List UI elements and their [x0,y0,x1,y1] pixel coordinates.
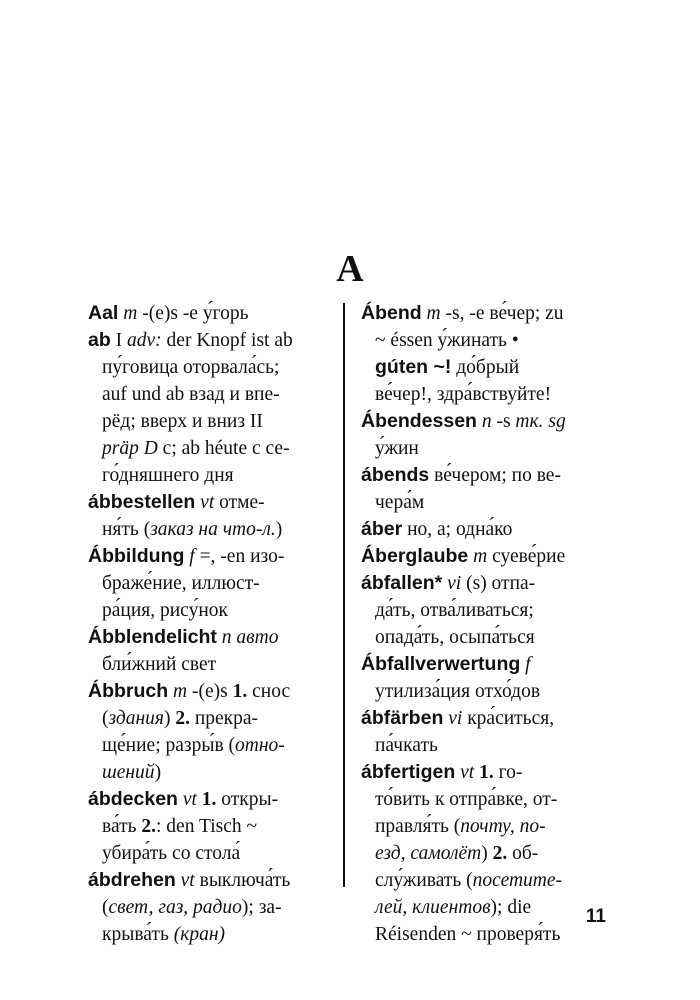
entry-line [361,867,606,894]
entry-text: ) [275,519,283,540]
italic-note: vi [448,708,463,729]
column-divider [343,303,345,887]
entry-text: го- [493,762,523,783]
entry-text: ( [102,897,109,918]
entry-text: -s, -e ве́чер; zu [440,303,564,324]
entry-text: : den Tisch ~ [156,816,258,837]
italic-note: vt [460,762,475,783]
italic-note: заказ на что-л. [150,519,276,540]
section-letter: A [336,248,364,290]
italic-note: n [481,411,492,432]
entry-text: го́дняшнего дня [102,465,234,486]
entry-line [361,408,606,435]
entry-text: ве́чер!, здра́вствуйте! [375,384,552,405]
entry-text: ( [102,708,109,729]
entry-line [361,678,606,705]
entry-text: кра́ситься, [462,708,555,729]
entry-text: ); за- [241,897,282,918]
entry-line [88,759,333,786]
italic-note: шений [102,762,155,783]
headword: Ábbildung [88,545,185,567]
entry-line [361,786,606,813]
entry-line [88,354,333,381]
italic-note: свет, газ, радио [108,897,242,918]
headword: Áberglaube [361,545,469,567]
entry-text: ва́ть [102,816,142,837]
entry-text: бли́жний свет [102,654,217,675]
entry-line [88,327,333,354]
entry-line [361,759,606,786]
entry-line [88,867,333,894]
sense-number: 2. [141,816,157,837]
entry-text: с; ab héute с се- [157,438,290,459]
entry-text: ~ éssen у́жинать • [375,330,519,351]
entry-text: браже́ние, иллюст- [102,573,260,594]
entry-text: I [110,330,128,351]
entry-text: ве́чером; по ве- [429,465,561,486]
italic-note: (кран) [173,924,226,945]
entry-text: -s [491,411,516,432]
entry-text: ); die [490,897,532,918]
entry-text: слу́живать ( [375,870,473,891]
entry-text: откры- [216,789,279,810]
entry-line [361,327,606,354]
italic-note: m [426,303,441,324]
italic-note: езд, самолёт [375,843,482,864]
entry-line [361,300,606,327]
headword: Ábblendelicht [88,626,217,648]
headword: Aal [88,302,119,324]
headword: gúten ~! [375,356,452,378]
entry-text: -(e)s [187,681,233,702]
italic-note: adv: [127,330,162,351]
entry-text: прекра- [189,708,259,729]
entry-text: до́брый [451,357,520,378]
italic-note: m [123,303,138,324]
entry-text: крыва́ть [102,924,174,945]
entry-text: то́вить к отпра́вке, от- [375,789,558,810]
entry-text: чера́м [375,492,425,513]
right-dictionary-column [361,300,606,948]
italic-note: тк. sg [515,411,566,432]
entry-text: убира́ть со стола́ [102,843,241,864]
entry-line [361,381,606,408]
headword: Ábendessen [361,410,477,432]
entry-text: ) [154,762,162,783]
entry-line [88,894,333,921]
entry-line [88,624,333,651]
entry-text: Réisenden ~ проверя́ть [375,924,561,945]
headword: ábdecken [88,788,178,810]
entry-line [361,435,606,462]
entry-text: отме- [214,492,265,513]
entry-line [361,516,606,543]
entry-line [88,435,333,462]
headword: ábends [361,464,430,486]
entry-line [88,462,333,489]
entry-line [361,651,606,678]
italic-note: m [173,681,188,702]
headword: ábfallen* [361,572,443,594]
entry-text: снос [247,681,291,702]
entry-text: auf und ab взад и впе- [102,384,280,405]
entry-text: опада́ть, осыпа́ться [375,627,535,648]
entry-line [361,570,606,597]
headword: Ábfallverwertung [361,653,521,675]
entry-text: па́чкать [375,735,438,756]
sense-number: 1. [201,789,217,810]
entry-line [88,597,333,624]
entry-text: суеве́рие [487,546,566,567]
headword: Ábbruch [88,680,169,702]
headword: ábdrehen [88,869,176,891]
entry-line [88,678,333,705]
entry-line [88,489,333,516]
entry-line [88,786,333,813]
italic-note: vi [447,573,462,594]
entry-text: =, -en изо- [194,546,285,567]
entry-text: утилиза́ция отхо́дов [375,681,541,702]
entry-line [88,813,333,840]
entry-line [88,840,333,867]
entry-line [88,651,333,678]
headword: ábfertigen [361,761,456,783]
headword: ábbestellen [88,491,196,513]
entry-line [88,516,333,543]
entry-text: рёд; вверх и вниз II [102,411,263,432]
left-dictionary-column [88,300,333,948]
entry-line [361,543,606,570]
entry-text: ) [163,708,176,729]
italic-note: почту, по- [460,816,546,837]
entry-line [88,300,333,327]
headword: áber [361,518,403,540]
entry-text: выключа́ть [194,870,291,891]
sense-number: 2. [492,843,508,864]
entry-line [361,732,606,759]
entry-line [88,705,333,732]
entry-line [88,408,333,435]
entry-line [361,597,606,624]
italic-note: vt [180,870,195,891]
italic-note: здания [108,708,164,729]
italic-note: präp D [102,438,158,459]
italic-note: посетите- [472,870,563,891]
entry-line [361,840,606,867]
headword: ab [88,329,111,351]
entry-text: der Knopf ist ab [161,330,293,351]
italic-note: vt [200,492,215,513]
italic-note: m [473,546,488,567]
italic-note: f [525,654,531,675]
sense-number: 1. [479,762,494,783]
italic-note: отно- [235,735,285,756]
entry-text: правля́ть ( [375,816,461,837]
entry-text: об- [507,843,539,864]
entry-line [88,921,333,948]
headword: Ábend [361,302,422,324]
entry-line [88,570,333,597]
italic-note: f [189,546,195,567]
italic-note: n авто [221,627,279,648]
entry-line [361,462,606,489]
entry-text: ра́ция, рису́нок [102,600,228,621]
entry-line [88,381,333,408]
entry-line [361,489,606,516]
entry-line [88,543,333,570]
italic-note: vt [182,789,197,810]
entry-text: ня́ть ( [102,519,151,540]
sense-number: 1. [232,681,248,702]
sense-number: 2. [175,708,190,729]
entry-line [361,705,606,732]
entry-text: ще́ние; разры́в ( [102,735,236,756]
headword: ábfärben [361,707,444,729]
entry-line [361,354,606,381]
entry-text: да́ть, отва́ливаться; [375,600,534,621]
entry-text: (s) отпа- [461,573,536,594]
italic-note: лей, клиентов [375,897,491,918]
entry-line [88,732,333,759]
entry-text: у́жин [375,438,419,459]
entry-text: ) [481,843,493,864]
entry-text: но, а; одна́ко [402,519,513,540]
entry-text: пу́говица оторвала́сь; [102,357,280,378]
entry-line [361,624,606,651]
entry-text: -(e)s -e у́горь [137,303,249,324]
entry-line [361,813,606,840]
page-number: 11 [585,906,606,927]
